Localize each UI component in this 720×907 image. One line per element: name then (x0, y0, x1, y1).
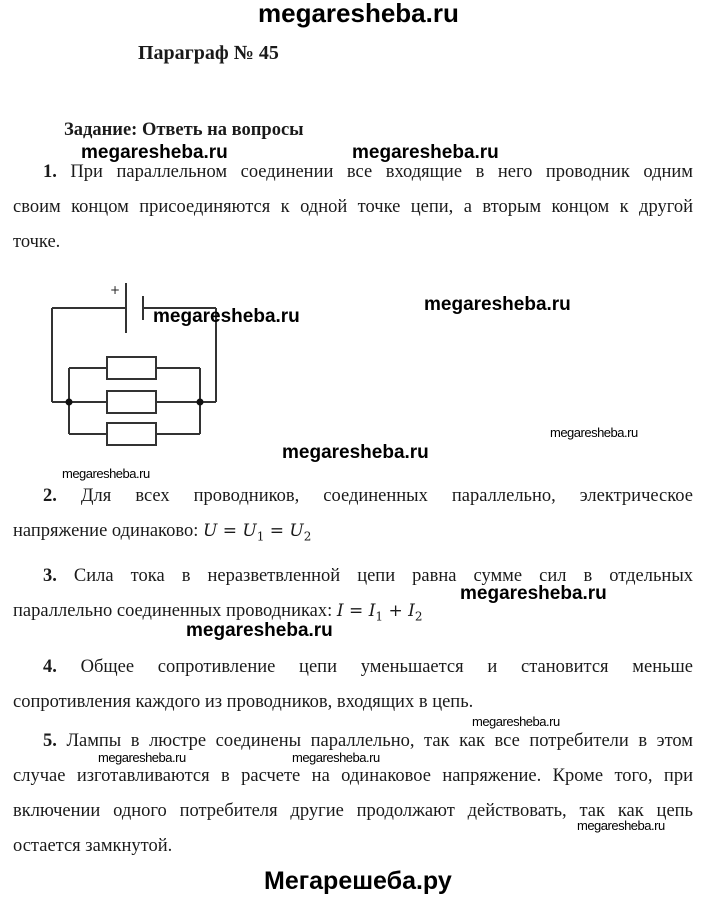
answer-text: точке. (13, 232, 61, 252)
current-formula: $I = I_1 + I_2$ (336, 601, 423, 624)
watermark: megaresheba.ru (424, 294, 571, 315)
watermark: megaresheba.ru (62, 466, 150, 481)
junction-dot (66, 399, 73, 406)
watermark: megaresheba.ru (282, 442, 429, 463)
watermark: megaresheba.ru (460, 583, 607, 604)
answer-5 (13, 724, 693, 864)
watermark: megaresheba.ru (472, 714, 560, 729)
answer-text: остается замкнутой. (13, 836, 173, 856)
watermark: megaresheba.ru (577, 818, 665, 833)
footer-brand[interactable]: Мегарешеба.ру (264, 867, 452, 895)
answer-text: своим концом присоединяются к одной точке цепи, а вторым концом к другой (13, 197, 693, 217)
answer-text: параллельно соединенных проводниках: (13, 601, 333, 621)
answer-number: 2. (43, 486, 57, 506)
watermark: megaresheba.ru (292, 750, 380, 765)
answer-text: включении одного потребителя другие продолжают действовать, так как цепь (13, 801, 693, 821)
parallel-circuit-diagram (0, 270, 240, 450)
answer-number: 4. (43, 657, 57, 677)
answer-text: случае изготавливаются в расчете на одинаковое напряжение. Кроме того, при (13, 766, 693, 786)
answer-number: 3. (43, 566, 57, 586)
site-watermark-header[interactable]: megaresheba.ru (258, 0, 459, 28)
answer-text: Сила тока в неразветвленной цепи равна сумме сил в отдельных (73, 566, 694, 586)
watermark: megaresheba.ru (98, 750, 186, 765)
answer-number: 1. (43, 162, 57, 182)
answer-text: Для всех проводников, соединенных параллельно, электрическое (80, 486, 693, 506)
watermark: megaresheba.ru (352, 142, 499, 163)
answer-4 (13, 650, 693, 720)
watermark: megaresheba.ru (550, 425, 638, 440)
answer-text: При параллельном соединении все входящие в него проводник одним (70, 162, 693, 182)
watermark: megaresheba.ru (153, 306, 300, 327)
answer-text: Общее сопротивление цепи уменьшается и становится меньше (80, 657, 694, 677)
voltage-formula: $U = U_1 = U_2$ (202, 521, 312, 544)
resistor (107, 391, 156, 413)
page-title: Параграф № 45 (138, 42, 279, 64)
battery-plus-label: + (110, 283, 121, 297)
task-heading: Задание: Ответь на вопросы (64, 120, 304, 140)
junction-dot (197, 399, 204, 406)
answer-1 (13, 155, 693, 260)
watermark: megaresheba.ru (186, 620, 333, 641)
answer-2 (13, 479, 693, 554)
answer-number: 5. (43, 731, 57, 751)
answer-text: напряжение одинаково: (13, 521, 199, 541)
watermark: megaresheba.ru (81, 142, 228, 163)
resistor (107, 423, 156, 445)
answer-text: Лампы в люстре соединены параллельно, так как все потребители в этом (66, 731, 694, 751)
resistor (107, 357, 156, 379)
answer-text: сопротивления каждого из проводников, входящих в цепь. (13, 692, 474, 712)
